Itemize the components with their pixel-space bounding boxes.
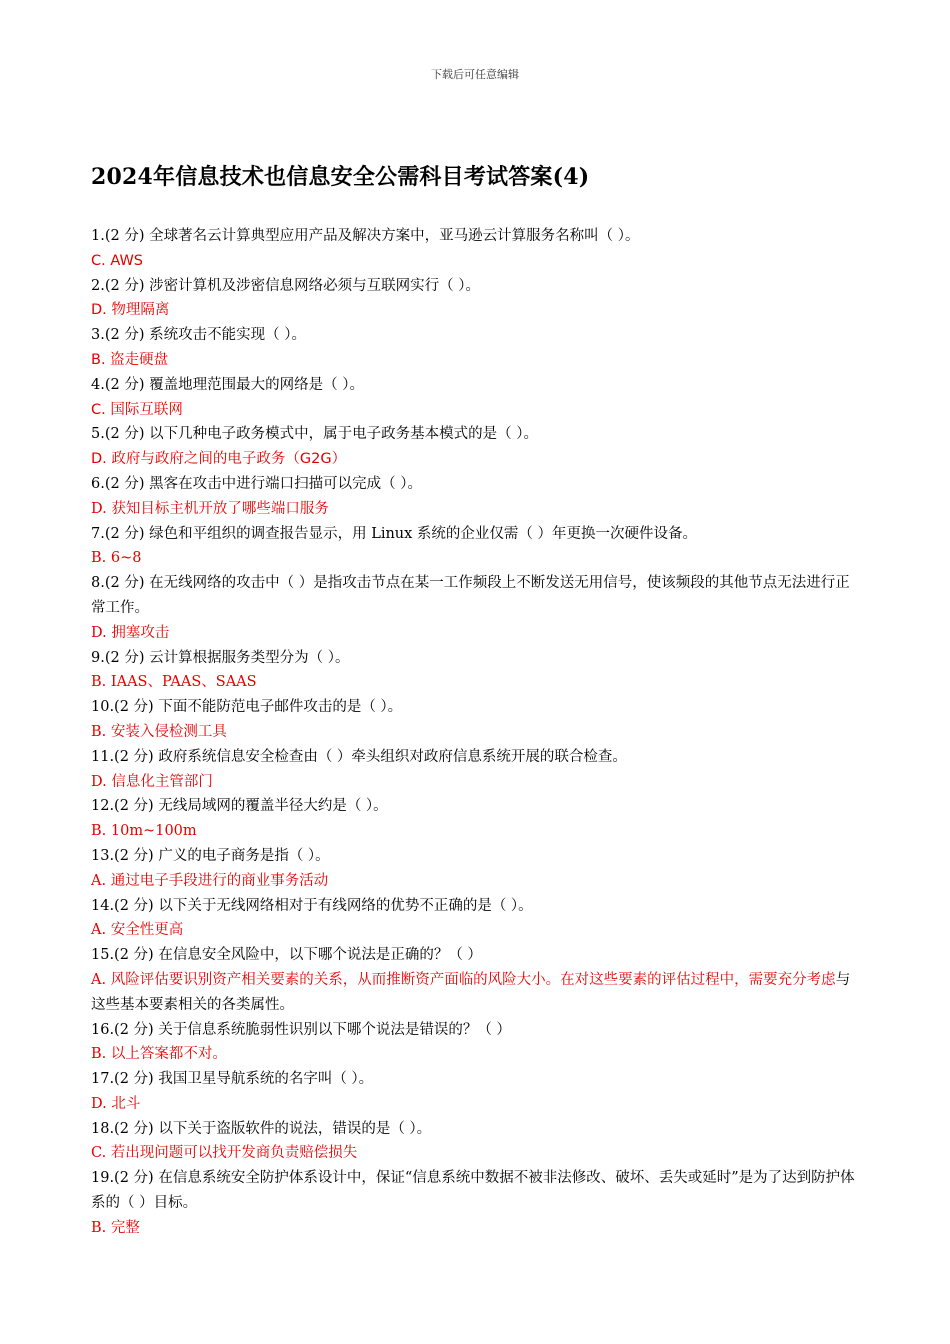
question-text: 19.(2 分) 在信息系统安全防护体系设计中，保证“信息系统中数据不被非法修改、破坏、丢失或延时”是为了达到防护体系的（ ）目标。 — [91, 1170, 855, 1212]
question-text: 17.(2 分) 我国卫星导航系统的名字叫（ ）。 — [91, 1071, 374, 1088]
answer-text — [91, 497, 861, 522]
answer-highlight: B. IAAS、PAAS、SAAS — [91, 674, 257, 691]
answer-highlight: C. AWS — [91, 252, 144, 269]
header-note: 下载后可任意编辑 — [431, 68, 519, 81]
question-text: 3.(2 分) 系统攻击不能实现（ ）。 — [91, 327, 306, 344]
answer-text — [91, 770, 861, 795]
answer-highlight: C. 国际互联网 — [91, 401, 183, 418]
answer-highlight: C. 若出现问题可以找开发商负责赔偿损失 — [91, 1145, 358, 1162]
answer-text — [91, 298, 861, 323]
answer-highlight: B. 安装入侵检测工具 — [91, 723, 227, 740]
answer-text — [91, 348, 861, 373]
question-text: 12.(2 分) 无线局域网的覆盖半径大约是（ ）。 — [91, 798, 388, 815]
question-text: 4.(2 分) 覆盖地理范围最大的网络是（ ）。 — [91, 376, 364, 393]
answer-highlight: D. 拥塞攻击 — [91, 624, 170, 641]
question-text: 13.(2 分) 广义的电子商务是指（ ）。 — [91, 847, 330, 864]
answer-text — [91, 447, 861, 472]
answer-text — [91, 1216, 861, 1241]
answer-highlight: D. 信息化主管部门 — [91, 773, 213, 790]
question-text: 9.(2 分) 云计算根据服务类型分为（ ）。 — [91, 649, 350, 666]
question-text: 6.(2 分) 黑客在攻击中进行端口扫描可以完成（ ）。 — [91, 475, 422, 492]
question-text: 8.(2 分) 在无线网络的攻击中（ ）是指攻击节点在某一工作频段上不断发送无用信号，使该频段的其他节点无法进行正常工作。 — [91, 575, 850, 616]
answer-text — [91, 869, 861, 894]
answer-highlight: B. 以上答案都不对。 — [91, 1046, 227, 1063]
question-text: 15.(2 分) 在信息安全风险中，以下哪个说法是正确的？（ ） — [91, 947, 482, 964]
answer-text — [91, 1141, 861, 1166]
answer-text — [91, 720, 861, 745]
answer-highlight: D. 物理隔离 — [91, 302, 170, 319]
question-text: 10.(2 分) 下面不能防范电子邮件攻击的是（ ）。 — [91, 699, 403, 716]
answer-text — [91, 670, 861, 695]
question-text: 1.(2 分) 全球著名云计算典型应用产品及解决方案中，亚马逊云计算服务名称叫（ ）。 — [91, 228, 640, 244]
answer-highlight: A. 通过电子手段进行的商业事务活动 — [91, 872, 329, 889]
answer-highlight: A. 安全性更高 — [91, 922, 184, 939]
answer-text — [91, 398, 861, 423]
question-text: 18.(2 分) 以下关于盗版软件的说法，错误的是（ ）。 — [91, 1120, 432, 1137]
answer-highlight: A. 风险评估要识别资产相关要素的关系，从而推断资产面临的风险大小。在对这些要素的评估过程中，需要充分考虑 — [91, 971, 836, 988]
question-text: 2.(2 分) 涉密计算机及涉密信息网络必须与互联网实行（ ）。 — [91, 277, 480, 294]
question-text: 11.(2 分) 政府系统信息安全检查由（ ）牵头组织对政府信息系统开展的联合检查。 — [91, 748, 627, 765]
question-list — [91, 224, 861, 1241]
answer-text — [91, 1042, 861, 1067]
answer-text — [91, 819, 861, 844]
answer-text — [91, 918, 861, 943]
answer-highlight: D. 获知目标主机开放了哪些端口服务 — [91, 500, 329, 517]
answer-text — [91, 621, 861, 646]
question-text: 14.(2 分) 以下关于无线网络相对于有线网络的优势不正确的是（ ）。 — [91, 897, 533, 914]
question-text: 7.(2 分) 绿色和平组织的调查报告显示，用 Linux 系统的企业仅需（ ）年更换一次硬件设备。 — [91, 525, 698, 542]
answer-highlight: B. 10m~100m — [91, 823, 197, 840]
answer-highlight: B. 6~8 — [91, 550, 142, 567]
question-text: 5.(2 分) 以下几种电子政务模式中，属于电子政务基本模式的是（ ）。 — [91, 426, 538, 443]
answer-highlight: D. 北斗 — [91, 1095, 141, 1112]
answer-highlight: B. 盗走硬盘 — [91, 351, 169, 368]
answer-text — [91, 546, 861, 571]
answer-highlight: B. 完整 — [91, 1219, 140, 1236]
answer-continuation: 与这些基本要素相关的各类属性。 — [91, 971, 851, 1013]
document-title: 2024年信息技术也信息安全公需科目考试答案(4) — [91, 164, 590, 190]
question-text: 16.(2 分) 关于信息系统脆弱性识别以下哪个说法是错误的？（ ） — [91, 1021, 511, 1038]
answer-text — [91, 1092, 861, 1117]
answer-text — [91, 968, 861, 1018]
answer-highlight: D. 政府与政府之间的电子政务（G2G） — [91, 451, 347, 468]
answer-text — [91, 249, 861, 274]
